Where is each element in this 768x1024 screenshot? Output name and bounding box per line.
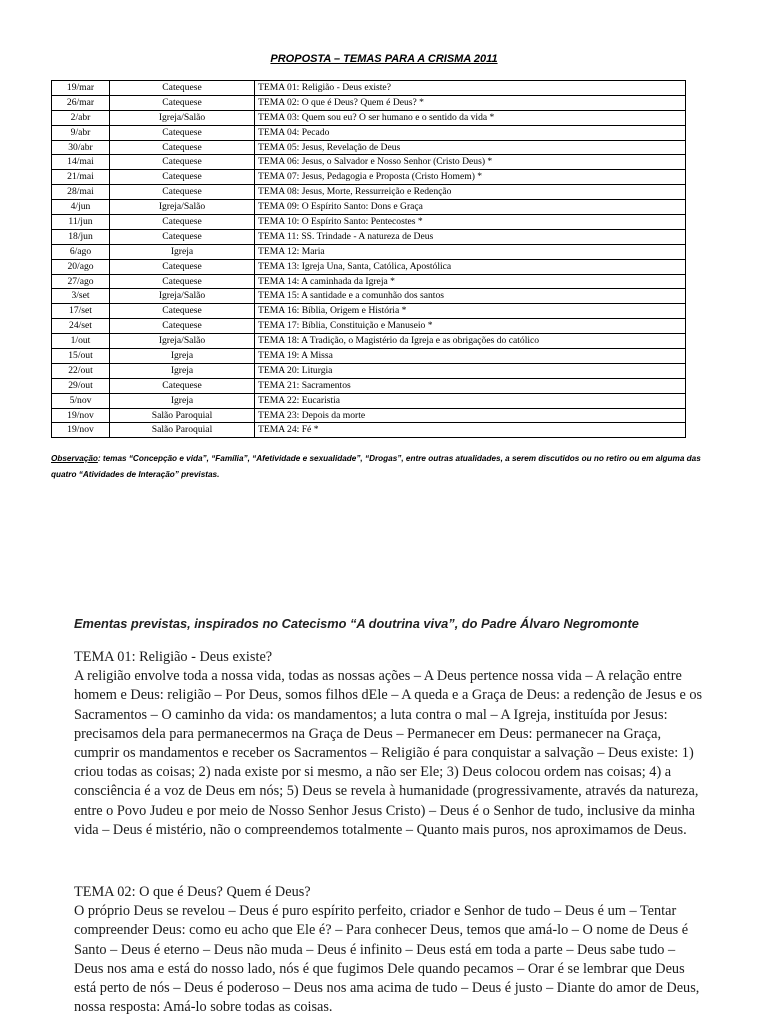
- row-place: Catequese: [110, 229, 255, 244]
- row-place: Catequese: [110, 155, 255, 170]
- row-place: Igreja/Salão: [110, 110, 255, 125]
- row-tema: TEMA 03: Quem sou eu? O ser humano e o sentido da vida *: [255, 110, 686, 125]
- table-row: [52, 349, 686, 364]
- row-date: 19/nov: [52, 408, 110, 423]
- row-tema: TEMA 04: Pecado: [255, 125, 686, 140]
- row-place: Catequese: [110, 170, 255, 185]
- tema02-section: [74, 883, 704, 1017]
- tema01-body: A religião envolve toda a nossa vida, todas as nossas ações – A Deus pertence nossa vida – A relação entre homem e Deus: religião – Por Deus, somos filhos dEle – A queda e a Graça de Deus: a redenção de Jesus e os Sacramentos – O caminho da vida: os mandamentos; a luta contra o mal – A Igreja, instituída por Jesus: precisamos dela para permanecermos na Graça de Deus – Permanecer em Deus: permanecer na Graça, cumprir os mandamentos e receber os Sacramentos – Religião é para conquistar a salvação – Deus existe: 1) criou todas as coisas; 2) nada existe por si mesmo, a não ser Ele; 3) Deus colocou ordem nas coisas; 4) a consciência é a voz de Deus em nós; 5) Deus se revela à humanidade (progressivamente, através da natureza, entre o Povo Judeu e por meio de Nosso Senhor Jesus Cristo) – Deus é o Senhor de tudo, inclusive da minha vida – Deus é mistério, não o compreendemos totalmente – Quanto mais puros, nos aproximamos de Deus.: [74, 668, 703, 838]
- table-row: [52, 274, 686, 289]
- ementas-heading: Ementas previstas, inspirados no Catecismo “A doutrina viva”, do Padre Álvaro Negromonte: [74, 616, 639, 631]
- table-row: [52, 200, 686, 215]
- row-date: 21/mai: [52, 170, 110, 185]
- table-row: [52, 289, 686, 304]
- table-row: [52, 155, 686, 170]
- row-place: Catequese: [110, 378, 255, 393]
- row-tema: TEMA 21: Sacramentos: [255, 378, 686, 393]
- row-tema: TEMA 22: Eucaristia: [255, 393, 686, 408]
- row-date: 15/out: [52, 349, 110, 364]
- row-date: 22/out: [52, 363, 110, 378]
- row-place: Catequese: [110, 319, 255, 334]
- row-date: 3/set: [52, 289, 110, 304]
- row-tema: TEMA 12: Maria: [255, 244, 686, 259]
- table-row: [52, 170, 686, 185]
- row-place: Catequese: [110, 140, 255, 155]
- row-place: Igreja: [110, 244, 255, 259]
- row-tema: TEMA 24: Fé *: [255, 423, 686, 438]
- table-row: [52, 110, 686, 125]
- observation-note: [51, 451, 711, 483]
- table-row: [52, 378, 686, 393]
- table-row: [52, 423, 686, 438]
- row-place: Igreja/Salão: [110, 289, 255, 304]
- row-tema: TEMA 07: Jesus, Pedagogia e Proposta (Cristo Homem) *: [255, 170, 686, 185]
- row-place: Catequese: [110, 185, 255, 200]
- row-date: 11/jun: [52, 215, 110, 230]
- row-tema: TEMA 18: A Tradição, o Magistério da Igreja e as obrigações do católico: [255, 334, 686, 349]
- row-date: 28/mai: [52, 185, 110, 200]
- row-date: 29/out: [52, 378, 110, 393]
- row-place: Igreja: [110, 393, 255, 408]
- row-tema: TEMA 19: A Missa: [255, 349, 686, 364]
- row-place: Catequese: [110, 274, 255, 289]
- row-date: 20/ago: [52, 259, 110, 274]
- row-place: Catequese: [110, 215, 255, 230]
- row-date: 6/ago: [52, 244, 110, 259]
- schedule-table: [51, 80, 686, 438]
- row-tema: TEMA 15: A santidade e a comunhão dos santos: [255, 289, 686, 304]
- observation-text: : temas “Concepção e vida”, “Família”, “Afetividade e sexualidade”, “Drogas”, entre outras atualidades, a serem discutidos ou no retiro ou em alguma das quatro “Atividades de Interação” previstas.: [51, 454, 701, 479]
- row-tema: TEMA 05: Jesus, Revelação de Deus: [255, 140, 686, 155]
- row-tema: TEMA 01: Religião - Deus existe?: [255, 81, 686, 96]
- tema02-title: TEMA 02: O que é Deus? Quem é Deus?: [74, 884, 311, 900]
- row-place: Salão Paroquial: [110, 408, 255, 423]
- row-place: Igreja/Salão: [110, 334, 255, 349]
- row-date: 9/abr: [52, 125, 110, 140]
- row-place: Igreja: [110, 363, 255, 378]
- row-tema: TEMA 08: Jesus, Morte, Ressurreição e Redenção: [255, 185, 686, 200]
- row-place: Igreja/Salão: [110, 200, 255, 215]
- row-date: 24/set: [52, 319, 110, 334]
- table-row: [52, 81, 686, 96]
- row-place: Catequese: [110, 304, 255, 319]
- table-row: [52, 244, 686, 259]
- row-date: 19/mar: [52, 81, 110, 96]
- tema02-body: O próprio Deus se revelou – Deus é puro espírito perfeito, criador e Senhor de tudo – Deus é um – Tentar compreender Deus: como eu acho que Ele é? – Para conhecer Deus, temos que amá-lo – O nome de Deus é Santo – Deus é eterno – Deus não muda – Deus é infinito – Deus está em toda a parte – Deus sabe tudo – Deus nos ama e está do nosso lado, nós é que fugimos Dele quando pecamos – Orar é se lembrar que Deus está perto de nós – Deus é poderoso – Deus nos ama acima de tudo – Deus é justo – Diante do amor de Deus, nossa resposta: Amá-lo sobre todas as coisas.: [74, 903, 700, 1016]
- row-place: Igreja: [110, 349, 255, 364]
- row-tema: TEMA 13: Igreja Una, Santa, Católica, Apostólica: [255, 259, 686, 274]
- row-place: Catequese: [110, 125, 255, 140]
- row-tema: TEMA 20: Liturgia: [255, 363, 686, 378]
- table-row: [52, 215, 686, 230]
- table-row: [52, 125, 686, 140]
- row-date: 26/mar: [52, 95, 110, 110]
- row-tema: TEMA 06: Jesus, o Salvador e Nosso Senhor (Cristo Deus) *: [255, 155, 686, 170]
- table-row: [52, 95, 686, 110]
- row-date: 27/ago: [52, 274, 110, 289]
- row-date: 1/out: [52, 334, 110, 349]
- table-row: [52, 334, 686, 349]
- row-date: 19/nov: [52, 423, 110, 438]
- table-row: [52, 304, 686, 319]
- row-place: Catequese: [110, 81, 255, 96]
- table-row: [52, 393, 686, 408]
- observation-label: Observação: [51, 454, 98, 463]
- row-date: 2/abr: [52, 110, 110, 125]
- row-tema: TEMA 09: O Espírito Santo: Dons e Graça: [255, 200, 686, 215]
- table-row: [52, 229, 686, 244]
- row-date: 4/jun: [52, 200, 110, 215]
- row-date: 5/nov: [52, 393, 110, 408]
- table-row: [52, 140, 686, 155]
- row-place: Salão Paroquial: [110, 423, 255, 438]
- table-row: [52, 363, 686, 378]
- tema01-section: [74, 648, 704, 840]
- row-place: Catequese: [110, 259, 255, 274]
- table-row: [52, 319, 686, 334]
- row-tema: TEMA 02: O que é Deus? Quem é Deus? *: [255, 95, 686, 110]
- row-tema: TEMA 10: O Espírito Santo: Pentecostes *: [255, 215, 686, 230]
- row-date: 14/mai: [52, 155, 110, 170]
- row-tema: TEMA 17: Bíblia, Constituição e Manuseio *: [255, 319, 686, 334]
- row-tema: TEMA 16: Bíblia, Origem e História *: [255, 304, 686, 319]
- row-tema: TEMA 14: A caminhada da Igreja *: [255, 274, 686, 289]
- tema01-title: TEMA 01: Religião - Deus existe?: [74, 649, 273, 665]
- document-title: PROPOSTA – TEMAS PARA A CRISMA 2011: [270, 53, 498, 65]
- row-date: 17/set: [52, 304, 110, 319]
- table-row: [52, 185, 686, 200]
- row-place: Catequese: [110, 95, 255, 110]
- table-row: [52, 408, 686, 423]
- row-tema: TEMA 11: SS. Trindade - A natureza de Deus: [255, 229, 686, 244]
- row-date: 18/jun: [52, 229, 110, 244]
- row-date: 30/abr: [52, 140, 110, 155]
- table-row: [52, 259, 686, 274]
- row-tema: TEMA 23: Depois da morte: [255, 408, 686, 423]
